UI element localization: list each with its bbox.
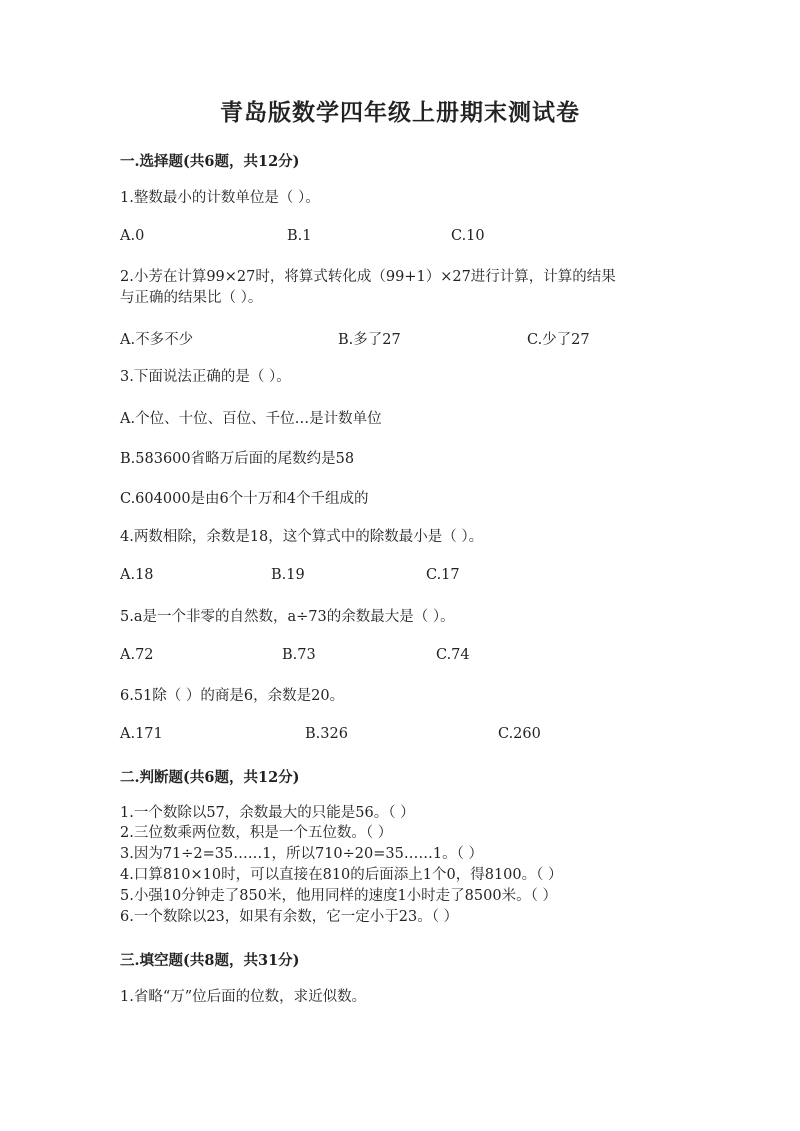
- question-stem: 1.整数最小的计数单位是（ ）。: [120, 190, 320, 206]
- option-b: B.73: [282, 647, 316, 663]
- option-a: A.0: [120, 228, 145, 244]
- judge-item: 3.因为71÷2=35……1，所以710÷20=35……1。（ ）: [120, 846, 483, 862]
- option-c: C.少了27: [527, 332, 590, 348]
- option-c: C.74: [436, 647, 470, 663]
- question-stem: 6.51除（ ）的商是6，余数是20。: [120, 688, 345, 704]
- judge-item: 5.小强10分钟走了850米，他用同样的速度1小时走了8500米。（ ）: [120, 888, 557, 904]
- section-heading-fill: 三.填空题(共8题，共31分): [120, 952, 300, 969]
- section-heading-choice: 一.选择题(共6题，共12分): [120, 153, 300, 170]
- option-b: B.583600省略万后面的尾数约是58: [120, 451, 355, 467]
- judge-item: 2.三位数乘两位数，积是一个五位数。（ ）: [120, 825, 393, 841]
- option-a: A.个位、十位、百位、千位…是计数单位: [120, 411, 382, 427]
- option-b: B.326: [305, 726, 348, 742]
- option-b: B.19: [271, 567, 305, 583]
- question-stem: 3.下面说法正确的是（ ）。: [120, 369, 291, 385]
- option-c: C.604000是由6个十万和4个千组成的: [120, 491, 369, 507]
- question-stem: 4.两数相除，余数是18，这个算式中的除数最小是（ ）。: [120, 529, 484, 545]
- option-c: C.260: [498, 726, 541, 742]
- question-stem: 1.省略“万”位后面的位数，求近似数。: [120, 989, 367, 1005]
- option-a: A.171: [120, 726, 163, 742]
- question-stem: 2.小芳在计算99×27时，将算式转化成（99+1）×27进行计算，计算的结果: [120, 269, 616, 285]
- section-heading-judge: 二.判断题(共6题，共12分): [120, 769, 300, 786]
- option-a: A.18: [120, 567, 154, 583]
- option-a: A.72: [120, 647, 154, 663]
- judge-item: 1.一个数除以57，余数最大的只能是56。（ ）: [120, 805, 415, 821]
- option-a: A.不多不少: [120, 332, 194, 348]
- judge-item: 6.一个数除以23，如果有余数，它一定小于23。（ ）: [120, 909, 459, 925]
- option-b: B.1: [287, 228, 312, 244]
- page-title: 青岛版数学四年级上册期末测试卷: [220, 99, 580, 126]
- judge-item: 4.口算810×10时，可以直接在810的后面添上1个0，得8100。（ ）: [120, 867, 563, 883]
- option-b: B.多了27: [338, 332, 401, 348]
- option-c: C.17: [426, 567, 460, 583]
- question-stem-continued: 与正确的结果比（ ）。: [120, 290, 263, 306]
- option-c: C.10: [451, 228, 485, 244]
- question-stem: 5.a是一个非零的自然数，a÷73的余数最大是（ ）。: [120, 609, 455, 625]
